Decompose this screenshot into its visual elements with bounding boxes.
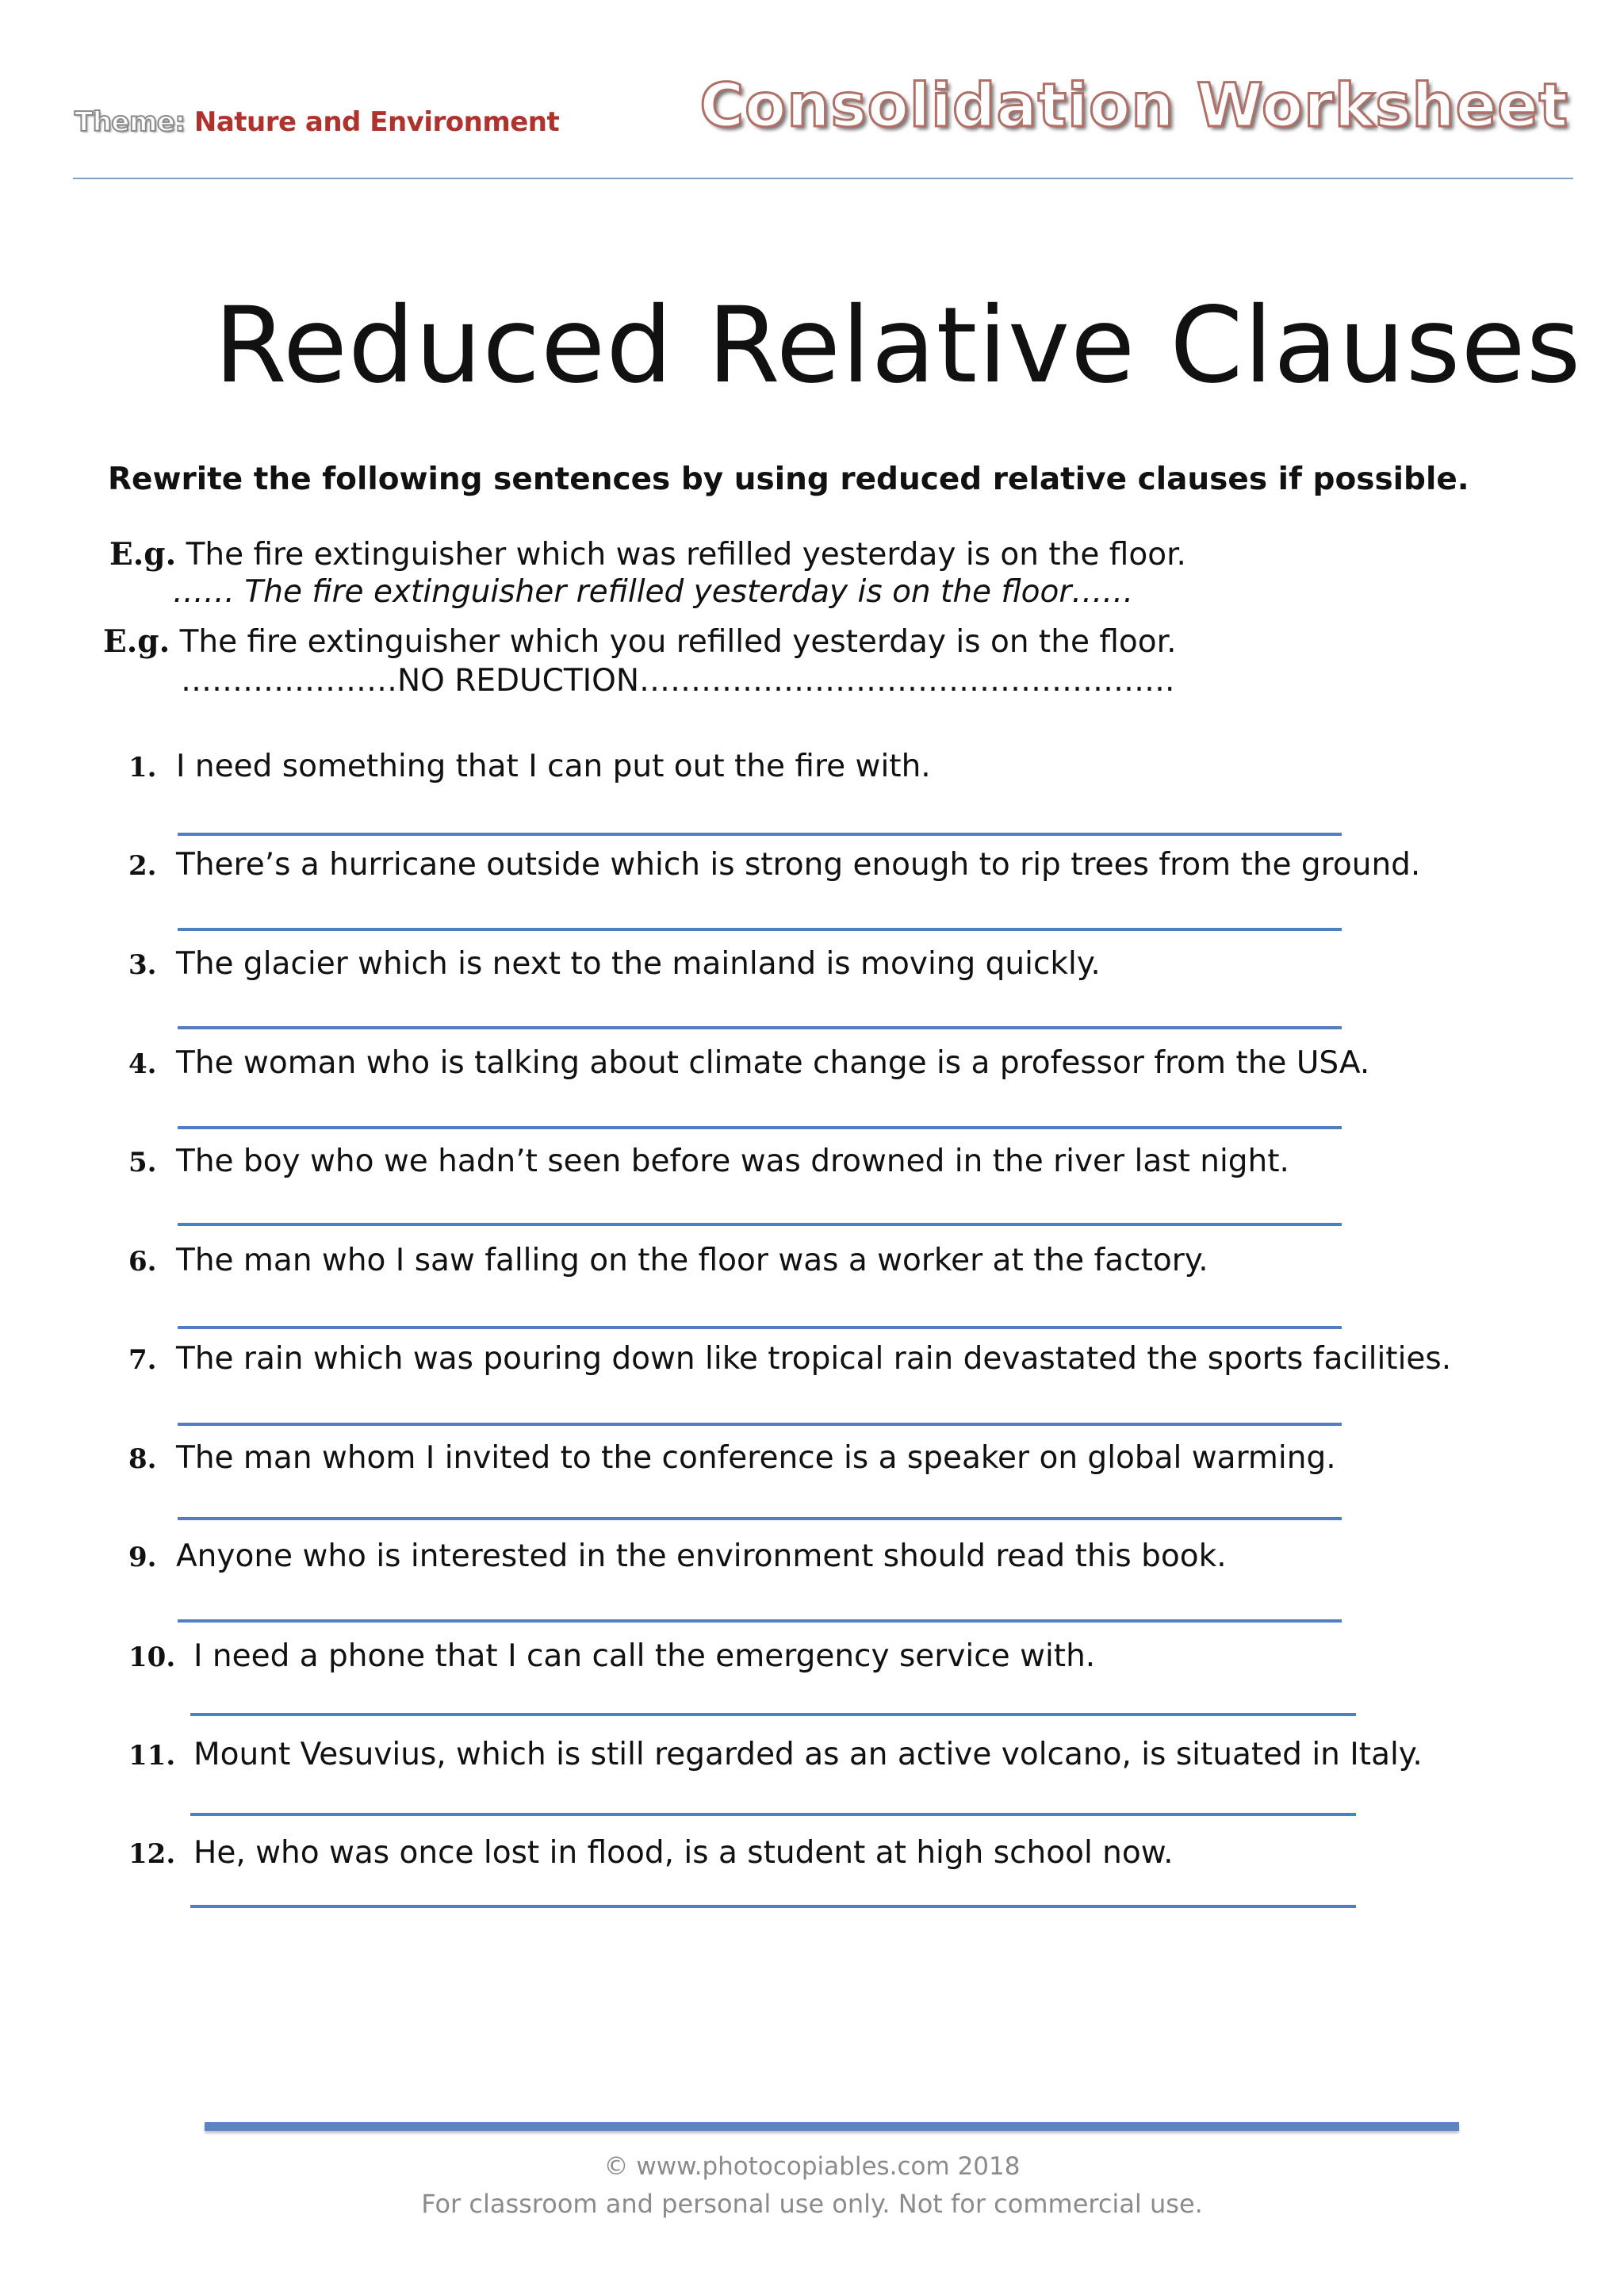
question-text: Mount Vesuvius, which is still regarded as an active volcano, is situated in Italy. [193,1737,1423,1772]
footer-divider [205,2122,1459,2131]
example-1-label: E.g. [109,536,177,573]
question-text: The man who I saw falling on the floor was a worker at the factory. [176,1243,1208,1278]
answer-line[interactable] [190,1713,1356,1716]
footer-usage-note: For classroom and personal use only. Not for commercial use. [421,2189,1203,2219]
example-2-text: The fire extinguisher which you refilled yesterday is on the floor. [179,624,1177,660]
worksheet-type-title: Consolidation Worksheet [699,70,1568,140]
question-text: The man whom I invited to the conference is a speaker on global warming. [176,1440,1336,1476]
answer-line[interactable] [178,833,1342,836]
answer-line[interactable] [178,1126,1342,1129]
question-text: The rain which was pouring down like tropical rain devastated the sports facilities. [176,1341,1452,1377]
question-text: The woman who is talking about climate change is a professor from the USA. [176,1045,1370,1081]
question-number: 12. [128,1838,176,1870]
question-number: 1. [128,752,157,784]
example-1-answer: …… The fire extinguisher refilled yesterday is on the floor…… [173,574,1134,610]
answer-line[interactable] [178,1423,1342,1426]
question-number: 10. [128,1642,176,1673]
question-text: He, who was once lost in flood, is a student at high school now. [193,1835,1174,1871]
answer-line[interactable] [178,1517,1342,1520]
question-number: 4. [128,1048,157,1080]
question-number: 7. [128,1344,157,1376]
header-divider [73,178,1573,179]
question-number: 8. [128,1443,157,1475]
question-number: 9. [128,1542,157,1573]
answer-line[interactable] [178,1223,1342,1226]
example-1-text: The fire extinguisher which was refilled yesterday is on the floor. [186,537,1186,573]
answer-line[interactable] [190,1813,1356,1816]
answer-line[interactable] [178,928,1342,931]
question-text: I need something that I can put out the fire with. [176,749,931,784]
question-number: 6. [128,1246,157,1278]
example-2-sentence [103,623,1176,660]
theme-value: Nature and Environment [193,106,560,138]
answer-line[interactable] [178,1619,1342,1623]
question-number: 2. [128,850,157,882]
instructions: Rewrite the following sentences by using reduced relative clauses if possible. [108,462,1469,497]
answer-line[interactable] [190,1905,1356,1908]
page-title: Reduced Relative Clauses [214,285,1582,407]
example-1-sentence [109,536,1186,573]
footer-copyright: © www.photocopiables.com 2018 [603,2152,1021,2181]
question-number: 3. [128,949,157,981]
question-text: The boy who we hadn’t seen before was drowned in the river last night. [176,1144,1289,1179]
question-number: 11. [128,1740,176,1772]
example-2-label: E.g. [103,623,170,660]
question-text: I need a phone that I can call the emergency service with. [193,1638,1096,1674]
question-text: Anyone who is interested in the environment should read this book. [176,1538,1227,1574]
example-2-answer: …………………NO REDUCTION……………………………………………. [181,663,1175,699]
theme-label: Theme: [75,106,186,138]
theme-header [75,106,559,138]
question-text: There’s a hurricane outside which is strong enough to rip trees from the ground. [176,847,1421,883]
answer-line[interactable] [178,1326,1342,1329]
question-number: 5. [128,1147,157,1178]
question-text: The glacier which is next to the mainland is moving quickly. [176,946,1101,982]
answer-line[interactable] [178,1026,1342,1029]
